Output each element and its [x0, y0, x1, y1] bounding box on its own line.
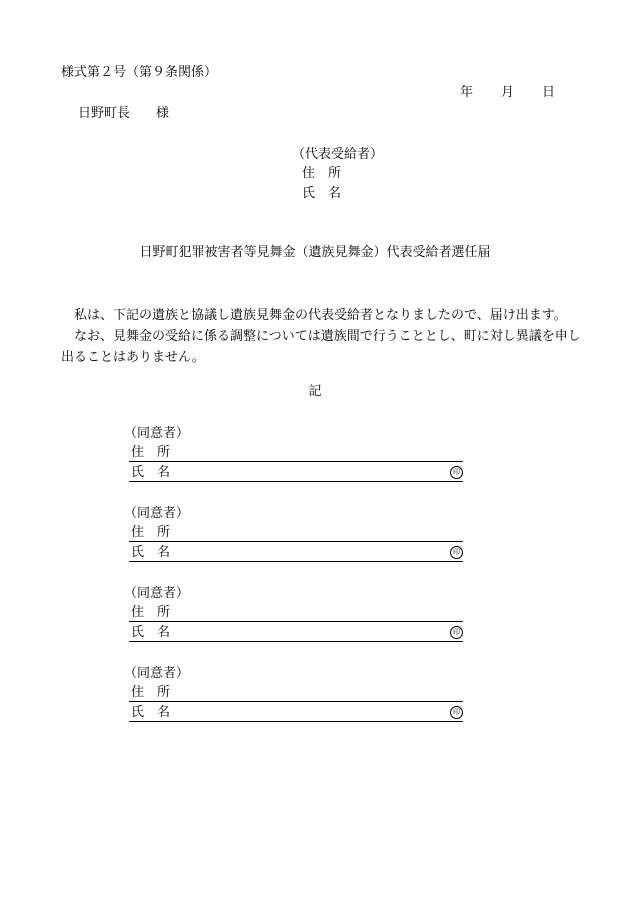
addressee: [78, 107, 169, 120]
consenter-address-field: [129, 604, 463, 622]
date-year: 年: [460, 85, 474, 100]
date-line: [460, 86, 555, 99]
consenter-address-field: [129, 684, 463, 702]
seal-mark: 印: [450, 706, 463, 719]
name-label: 氏 名: [131, 625, 171, 640]
consenter-name-field: [129, 704, 463, 722]
consenter-label: （同意者）: [124, 506, 190, 521]
consenter-name-field: [129, 544, 463, 562]
addressee-honorific: 様: [156, 106, 170, 121]
seal-mark: 印: [450, 626, 463, 639]
representative-address-label: 住 所: [302, 166, 342, 181]
name-label: 氏 名: [131, 465, 171, 480]
address-label: 住 所: [131, 685, 171, 700]
document-title: 日野町犯罪被害者等見舞金（遺族見舞金）代表受給者選任届: [139, 245, 491, 260]
body-paragraph-2: なお、見舞金の受給に係る調整については遺族間で行うこととし、町に対し異議を申し出ることはありません。: [61, 329, 581, 365]
addressee-name: 日野町長: [78, 106, 131, 121]
seal-mark: 印: [450, 466, 463, 479]
consenter-address-field: [129, 524, 463, 542]
body-paragraph-1: 私は、下記の遺族と協議し遺族見舞金の代表受給者となりましたので、届け出ます。: [74, 308, 567, 323]
address-label: 住 所: [131, 605, 171, 620]
consenter-label: （同意者）: [124, 426, 190, 441]
ki-heading: 記: [308, 384, 322, 399]
consenter-address-field: [129, 444, 463, 462]
name-label: 氏 名: [131, 545, 171, 560]
form-number: 様式第２号（第９条関係）: [61, 65, 218, 80]
consenter-name-field: [129, 624, 463, 642]
body-text: [61, 305, 581, 368]
consenter-label: （同意者）: [124, 666, 190, 681]
consenter-name-field: [129, 464, 463, 482]
name-label: 氏 名: [131, 705, 171, 720]
date-month: 月: [501, 85, 515, 100]
seal-mark: 印: [450, 546, 463, 559]
representative-label: （代表受給者）: [292, 147, 384, 162]
consenter-label: （同意者）: [124, 586, 190, 601]
address-label: 住 所: [131, 525, 171, 540]
representative-name-label: 氏 名: [302, 186, 342, 201]
date-day: 日: [542, 85, 556, 100]
address-label: 住 所: [131, 445, 171, 460]
